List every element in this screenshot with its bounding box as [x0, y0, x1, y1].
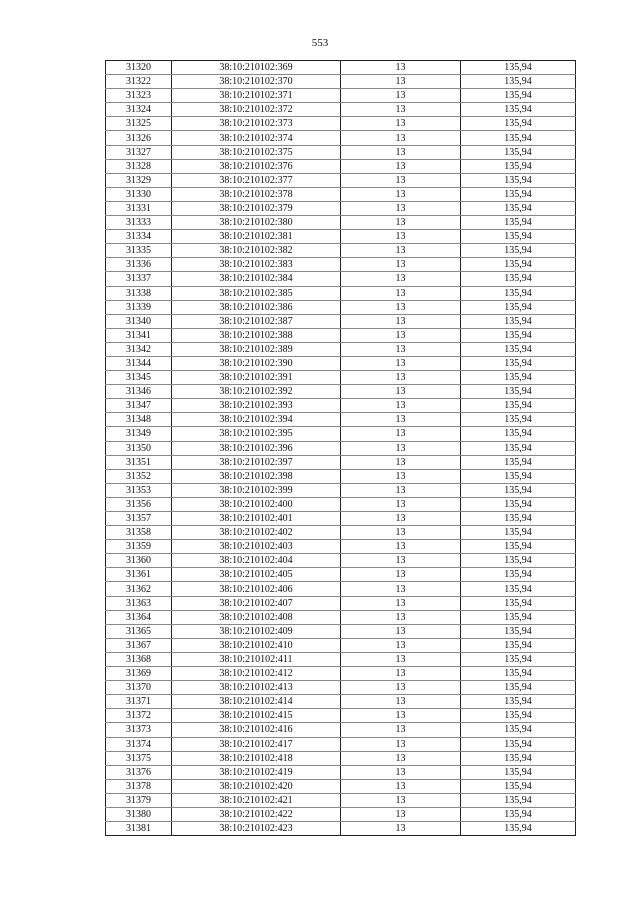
count-cell: 13	[341, 103, 461, 117]
count-cell: 13	[341, 526, 461, 540]
cadastral-number-cell: 38:10:210102:420	[172, 779, 341, 793]
table-row	[106, 497, 576, 511]
table-row	[106, 201, 576, 215]
area-cell: 135,94	[461, 596, 576, 610]
area-cell: 135,94	[461, 314, 576, 328]
count-cell: 13	[341, 807, 461, 821]
row-number-cell: 31380	[106, 807, 172, 821]
row-number-cell: 31351	[106, 455, 172, 469]
cadastral-number-cell: 38:10:210102:395	[172, 427, 341, 441]
cadastral-number-cell: 38:10:210102:371	[172, 89, 341, 103]
area-cell: 135,94	[461, 230, 576, 244]
area-cell: 135,94	[461, 807, 576, 821]
area-cell: 135,94	[461, 568, 576, 582]
count-cell: 13	[341, 667, 461, 681]
row-number-cell: 31360	[106, 554, 172, 568]
cadastral-number-cell: 38:10:210102:407	[172, 596, 341, 610]
count-cell: 13	[341, 187, 461, 201]
count-cell: 13	[341, 399, 461, 413]
count-cell: 13	[341, 61, 461, 75]
table-row	[106, 568, 576, 582]
table-row	[106, 145, 576, 159]
table-body	[106, 61, 576, 836]
cadastral-number-cell: 38:10:210102:373	[172, 117, 341, 131]
count-cell: 13	[341, 624, 461, 638]
area-cell: 135,94	[461, 751, 576, 765]
row-number-cell: 31329	[106, 173, 172, 187]
area-cell: 135,94	[461, 652, 576, 666]
cadastral-number-cell: 38:10:210102:408	[172, 610, 341, 624]
row-number-cell: 31341	[106, 328, 172, 342]
table-row	[106, 75, 576, 89]
cadastral-number-cell: 38:10:210102:369	[172, 61, 341, 75]
cadastral-number-cell: 38:10:210102:400	[172, 497, 341, 511]
area-cell: 135,94	[461, 554, 576, 568]
row-number-cell: 31364	[106, 610, 172, 624]
cadastral-number-cell: 38:10:210102:391	[172, 371, 341, 385]
count-cell: 13	[341, 483, 461, 497]
area-cell: 135,94	[461, 526, 576, 540]
table-row	[106, 779, 576, 793]
row-number-cell: 31359	[106, 540, 172, 554]
table-row	[106, 554, 576, 568]
row-number-cell: 31347	[106, 399, 172, 413]
table-row	[106, 610, 576, 624]
table-row	[106, 385, 576, 399]
count-cell: 13	[341, 582, 461, 596]
cadastral-number-cell: 38:10:210102:372	[172, 103, 341, 117]
area-cell: 135,94	[461, 89, 576, 103]
table-row	[106, 272, 576, 286]
table-row	[106, 512, 576, 526]
area-cell: 135,94	[461, 483, 576, 497]
table-row	[106, 723, 576, 737]
area-cell: 135,94	[461, 187, 576, 201]
cadastral-number-cell: 38:10:210102:378	[172, 187, 341, 201]
cadastral-number-cell: 38:10:210102:392	[172, 385, 341, 399]
row-number-cell: 31353	[106, 483, 172, 497]
area-cell: 135,94	[461, 399, 576, 413]
count-cell: 13	[341, 356, 461, 370]
area-cell: 135,94	[461, 455, 576, 469]
area-cell: 135,94	[461, 427, 576, 441]
cadastral-number-cell: 38:10:210102:417	[172, 737, 341, 751]
cadastral-number-cell: 38:10:210102:419	[172, 765, 341, 779]
row-number-cell: 31348	[106, 413, 172, 427]
count-cell: 13	[341, 779, 461, 793]
row-number-cell: 31339	[106, 300, 172, 314]
area-cell: 135,94	[461, 159, 576, 173]
cadastral-number-cell: 38:10:210102:389	[172, 342, 341, 356]
row-number-cell: 31378	[106, 779, 172, 793]
table-row	[106, 526, 576, 540]
row-number-cell: 31340	[106, 314, 172, 328]
row-number-cell: 31345	[106, 371, 172, 385]
area-cell: 135,94	[461, 103, 576, 117]
table-row	[106, 342, 576, 356]
row-number-cell: 31369	[106, 667, 172, 681]
table-row	[106, 793, 576, 807]
table-row	[106, 709, 576, 723]
count-cell: 13	[341, 652, 461, 666]
area-cell: 135,94	[461, 497, 576, 511]
cadastral-number-cell: 38:10:210102:385	[172, 286, 341, 300]
cadastral-number-cell: 38:10:210102:375	[172, 145, 341, 159]
table-row	[106, 187, 576, 201]
count-cell: 13	[341, 173, 461, 187]
row-number-cell: 31324	[106, 103, 172, 117]
cadastral-number-cell: 38:10:210102:413	[172, 681, 341, 695]
table-row	[106, 822, 576, 836]
count-cell: 13	[341, 765, 461, 779]
count-cell: 13	[341, 596, 461, 610]
cadastral-number-cell: 38:10:210102:410	[172, 638, 341, 652]
count-cell: 13	[341, 737, 461, 751]
table-row	[106, 441, 576, 455]
cadastral-number-cell: 38:10:210102:398	[172, 469, 341, 483]
table-row	[106, 61, 576, 75]
table-row	[106, 286, 576, 300]
table-row	[106, 469, 576, 483]
cadastral-number-cell: 38:10:210102:411	[172, 652, 341, 666]
table-row	[106, 173, 576, 187]
cadastral-number-cell: 38:10:210102:414	[172, 695, 341, 709]
row-number-cell: 31323	[106, 89, 172, 103]
count-cell: 13	[341, 230, 461, 244]
table-row	[106, 751, 576, 765]
row-number-cell: 31344	[106, 356, 172, 370]
area-cell: 135,94	[461, 75, 576, 89]
count-cell: 13	[341, 751, 461, 765]
count-cell: 13	[341, 89, 461, 103]
row-number-cell: 31370	[106, 681, 172, 695]
area-cell: 135,94	[461, 216, 576, 230]
cadastral-number-cell: 38:10:210102:409	[172, 624, 341, 638]
count-cell: 13	[341, 610, 461, 624]
area-cell: 135,94	[461, 667, 576, 681]
area-cell: 135,94	[461, 582, 576, 596]
count-cell: 13	[341, 258, 461, 272]
row-number-cell: 31327	[106, 145, 172, 159]
count-cell: 13	[341, 314, 461, 328]
area-cell: 135,94	[461, 822, 576, 836]
count-cell: 13	[341, 131, 461, 145]
count-cell: 13	[341, 709, 461, 723]
table-row	[106, 117, 576, 131]
area-cell: 135,94	[461, 723, 576, 737]
cadastral-number-cell: 38:10:210102:402	[172, 526, 341, 540]
count-cell: 13	[341, 413, 461, 427]
cadastral-number-cell: 38:10:210102:403	[172, 540, 341, 554]
area-cell: 135,94	[461, 201, 576, 215]
cadastral-number-cell: 38:10:210102:377	[172, 173, 341, 187]
row-number-cell: 31330	[106, 187, 172, 201]
table-row	[106, 596, 576, 610]
area-cell: 135,94	[461, 779, 576, 793]
area-cell: 135,94	[461, 737, 576, 751]
row-number-cell: 31371	[106, 695, 172, 709]
count-cell: 13	[341, 455, 461, 469]
cadastral-number-cell: 38:10:210102:390	[172, 356, 341, 370]
area-cell: 135,94	[461, 173, 576, 187]
table-row	[106, 356, 576, 370]
row-number-cell: 31334	[106, 230, 172, 244]
row-number-cell: 31379	[106, 793, 172, 807]
cadastral-number-cell: 38:10:210102:397	[172, 455, 341, 469]
area-cell: 135,94	[461, 286, 576, 300]
area-cell: 135,94	[461, 131, 576, 145]
cadastral-number-cell: 38:10:210102:387	[172, 314, 341, 328]
row-number-cell: 31342	[106, 342, 172, 356]
count-cell: 13	[341, 638, 461, 652]
count-cell: 13	[341, 497, 461, 511]
row-number-cell: 31346	[106, 385, 172, 399]
table-row	[106, 695, 576, 709]
row-number-cell: 31322	[106, 75, 172, 89]
row-number-cell: 31349	[106, 427, 172, 441]
cadastral-number-cell: 38:10:210102:412	[172, 667, 341, 681]
count-cell: 13	[341, 286, 461, 300]
count-cell: 13	[341, 244, 461, 258]
area-cell: 135,94	[461, 624, 576, 638]
cadastral-number-cell: 38:10:210102:418	[172, 751, 341, 765]
cadastral-number-cell: 38:10:210102:393	[172, 399, 341, 413]
cadastral-number-cell: 38:10:210102:404	[172, 554, 341, 568]
cadastral-number-cell: 38:10:210102:401	[172, 512, 341, 526]
table-row	[106, 159, 576, 173]
area-cell: 135,94	[461, 244, 576, 258]
table-row	[106, 258, 576, 272]
area-cell: 135,94	[461, 117, 576, 131]
area-cell: 135,94	[461, 695, 576, 709]
row-number-cell: 31357	[106, 512, 172, 526]
table-row	[106, 624, 576, 638]
count-cell: 13	[341, 371, 461, 385]
cadastral-number-cell: 38:10:210102:383	[172, 258, 341, 272]
table-row	[106, 131, 576, 145]
row-number-cell: 31358	[106, 526, 172, 540]
cadastre-table	[105, 60, 576, 836]
area-cell: 135,94	[461, 512, 576, 526]
area-cell: 135,94	[461, 793, 576, 807]
row-number-cell: 31328	[106, 159, 172, 173]
table-row	[106, 328, 576, 342]
cadastral-number-cell: 38:10:210102:423	[172, 822, 341, 836]
row-number-cell: 31356	[106, 497, 172, 511]
row-number-cell: 31373	[106, 723, 172, 737]
cadastral-number-cell: 38:10:210102:384	[172, 272, 341, 286]
count-cell: 13	[341, 75, 461, 89]
table-row	[106, 667, 576, 681]
cadastral-number-cell: 38:10:210102:415	[172, 709, 341, 723]
area-cell: 135,94	[461, 638, 576, 652]
table-row	[106, 103, 576, 117]
table-row	[106, 216, 576, 230]
cadastral-number-cell: 38:10:210102:379	[172, 201, 341, 215]
cadastral-number-cell: 38:10:210102:386	[172, 300, 341, 314]
table-row	[106, 681, 576, 695]
area-cell: 135,94	[461, 328, 576, 342]
area-cell: 135,94	[461, 413, 576, 427]
row-number-cell: 31381	[106, 822, 172, 836]
cadastral-number-cell: 38:10:210102:399	[172, 483, 341, 497]
count-cell: 13	[341, 385, 461, 399]
cadastral-number-cell: 38:10:210102:382	[172, 244, 341, 258]
count-cell: 13	[341, 117, 461, 131]
table-row	[106, 371, 576, 385]
table-row	[106, 399, 576, 413]
row-number-cell: 31325	[106, 117, 172, 131]
table-row	[106, 765, 576, 779]
table-row	[106, 540, 576, 554]
row-number-cell: 31361	[106, 568, 172, 582]
count-cell: 13	[341, 554, 461, 568]
count-cell: 13	[341, 145, 461, 159]
table-row	[106, 582, 576, 596]
area-cell: 135,94	[461, 681, 576, 695]
row-number-cell: 31368	[106, 652, 172, 666]
cadastral-number-cell: 38:10:210102:374	[172, 131, 341, 145]
table-row	[106, 300, 576, 314]
count-cell: 13	[341, 568, 461, 582]
table-row	[106, 807, 576, 821]
count-cell: 13	[341, 793, 461, 807]
cadastral-number-cell: 38:10:210102:380	[172, 216, 341, 230]
count-cell: 13	[341, 512, 461, 526]
row-number-cell: 31374	[106, 737, 172, 751]
table-row	[106, 455, 576, 469]
area-cell: 135,94	[461, 300, 576, 314]
count-cell: 13	[341, 441, 461, 455]
row-number-cell: 31326	[106, 131, 172, 145]
count-cell: 13	[341, 300, 461, 314]
row-number-cell: 31352	[106, 469, 172, 483]
table-row	[106, 413, 576, 427]
row-number-cell: 31320	[106, 61, 172, 75]
count-cell: 13	[341, 201, 461, 215]
cadastral-number-cell: 38:10:210102:422	[172, 807, 341, 821]
row-number-cell: 31337	[106, 272, 172, 286]
area-cell: 135,94	[461, 441, 576, 455]
area-cell: 135,94	[461, 469, 576, 483]
count-cell: 13	[341, 695, 461, 709]
row-number-cell: 31372	[106, 709, 172, 723]
cadastral-number-cell: 38:10:210102:405	[172, 568, 341, 582]
count-cell: 13	[341, 216, 461, 230]
count-cell: 13	[341, 681, 461, 695]
area-cell: 135,94	[461, 272, 576, 286]
row-number-cell: 31333	[106, 216, 172, 230]
area-cell: 135,94	[461, 765, 576, 779]
area-cell: 135,94	[461, 145, 576, 159]
area-cell: 135,94	[461, 709, 576, 723]
count-cell: 13	[341, 822, 461, 836]
table-row	[106, 314, 576, 328]
cadastral-number-cell: 38:10:210102:394	[172, 413, 341, 427]
table-row	[106, 483, 576, 497]
cadastral-number-cell: 38:10:210102:406	[172, 582, 341, 596]
count-cell: 13	[341, 328, 461, 342]
cadastral-number-cell: 38:10:210102:396	[172, 441, 341, 455]
table-row	[106, 638, 576, 652]
cadastral-number-cell: 38:10:210102:376	[172, 159, 341, 173]
table-row	[106, 427, 576, 441]
table-row	[106, 89, 576, 103]
count-cell: 13	[341, 272, 461, 286]
table-row	[106, 737, 576, 751]
row-number-cell: 31375	[106, 751, 172, 765]
row-number-cell: 31376	[106, 765, 172, 779]
cadastral-number-cell: 38:10:210102:416	[172, 723, 341, 737]
count-cell: 13	[341, 342, 461, 356]
row-number-cell: 31336	[106, 258, 172, 272]
area-cell: 135,94	[461, 356, 576, 370]
count-cell: 13	[341, 159, 461, 173]
row-number-cell: 31365	[106, 624, 172, 638]
cadastral-number-cell: 38:10:210102:388	[172, 328, 341, 342]
row-number-cell: 31362	[106, 582, 172, 596]
table-row	[106, 230, 576, 244]
count-cell: 13	[341, 469, 461, 483]
row-number-cell: 31367	[106, 638, 172, 652]
row-number-cell: 31350	[106, 441, 172, 455]
area-cell: 135,94	[461, 610, 576, 624]
area-cell: 135,94	[461, 371, 576, 385]
count-cell: 13	[341, 427, 461, 441]
row-number-cell: 31335	[106, 244, 172, 258]
area-cell: 135,94	[461, 61, 576, 75]
area-cell: 135,94	[461, 540, 576, 554]
row-number-cell: 31338	[106, 286, 172, 300]
count-cell: 13	[341, 723, 461, 737]
cadastral-number-cell: 38:10:210102:421	[172, 793, 341, 807]
area-cell: 135,94	[461, 258, 576, 272]
count-cell: 13	[341, 540, 461, 554]
row-number-cell: 31331	[106, 201, 172, 215]
table-row	[106, 244, 576, 258]
table-row	[106, 652, 576, 666]
page-number: 553	[311, 37, 329, 49]
cadastral-number-cell: 38:10:210102:370	[172, 75, 341, 89]
row-number-cell: 31363	[106, 596, 172, 610]
area-cell: 135,94	[461, 342, 576, 356]
area-cell: 135,94	[461, 385, 576, 399]
cadastral-number-cell: 38:10:210102:381	[172, 230, 341, 244]
